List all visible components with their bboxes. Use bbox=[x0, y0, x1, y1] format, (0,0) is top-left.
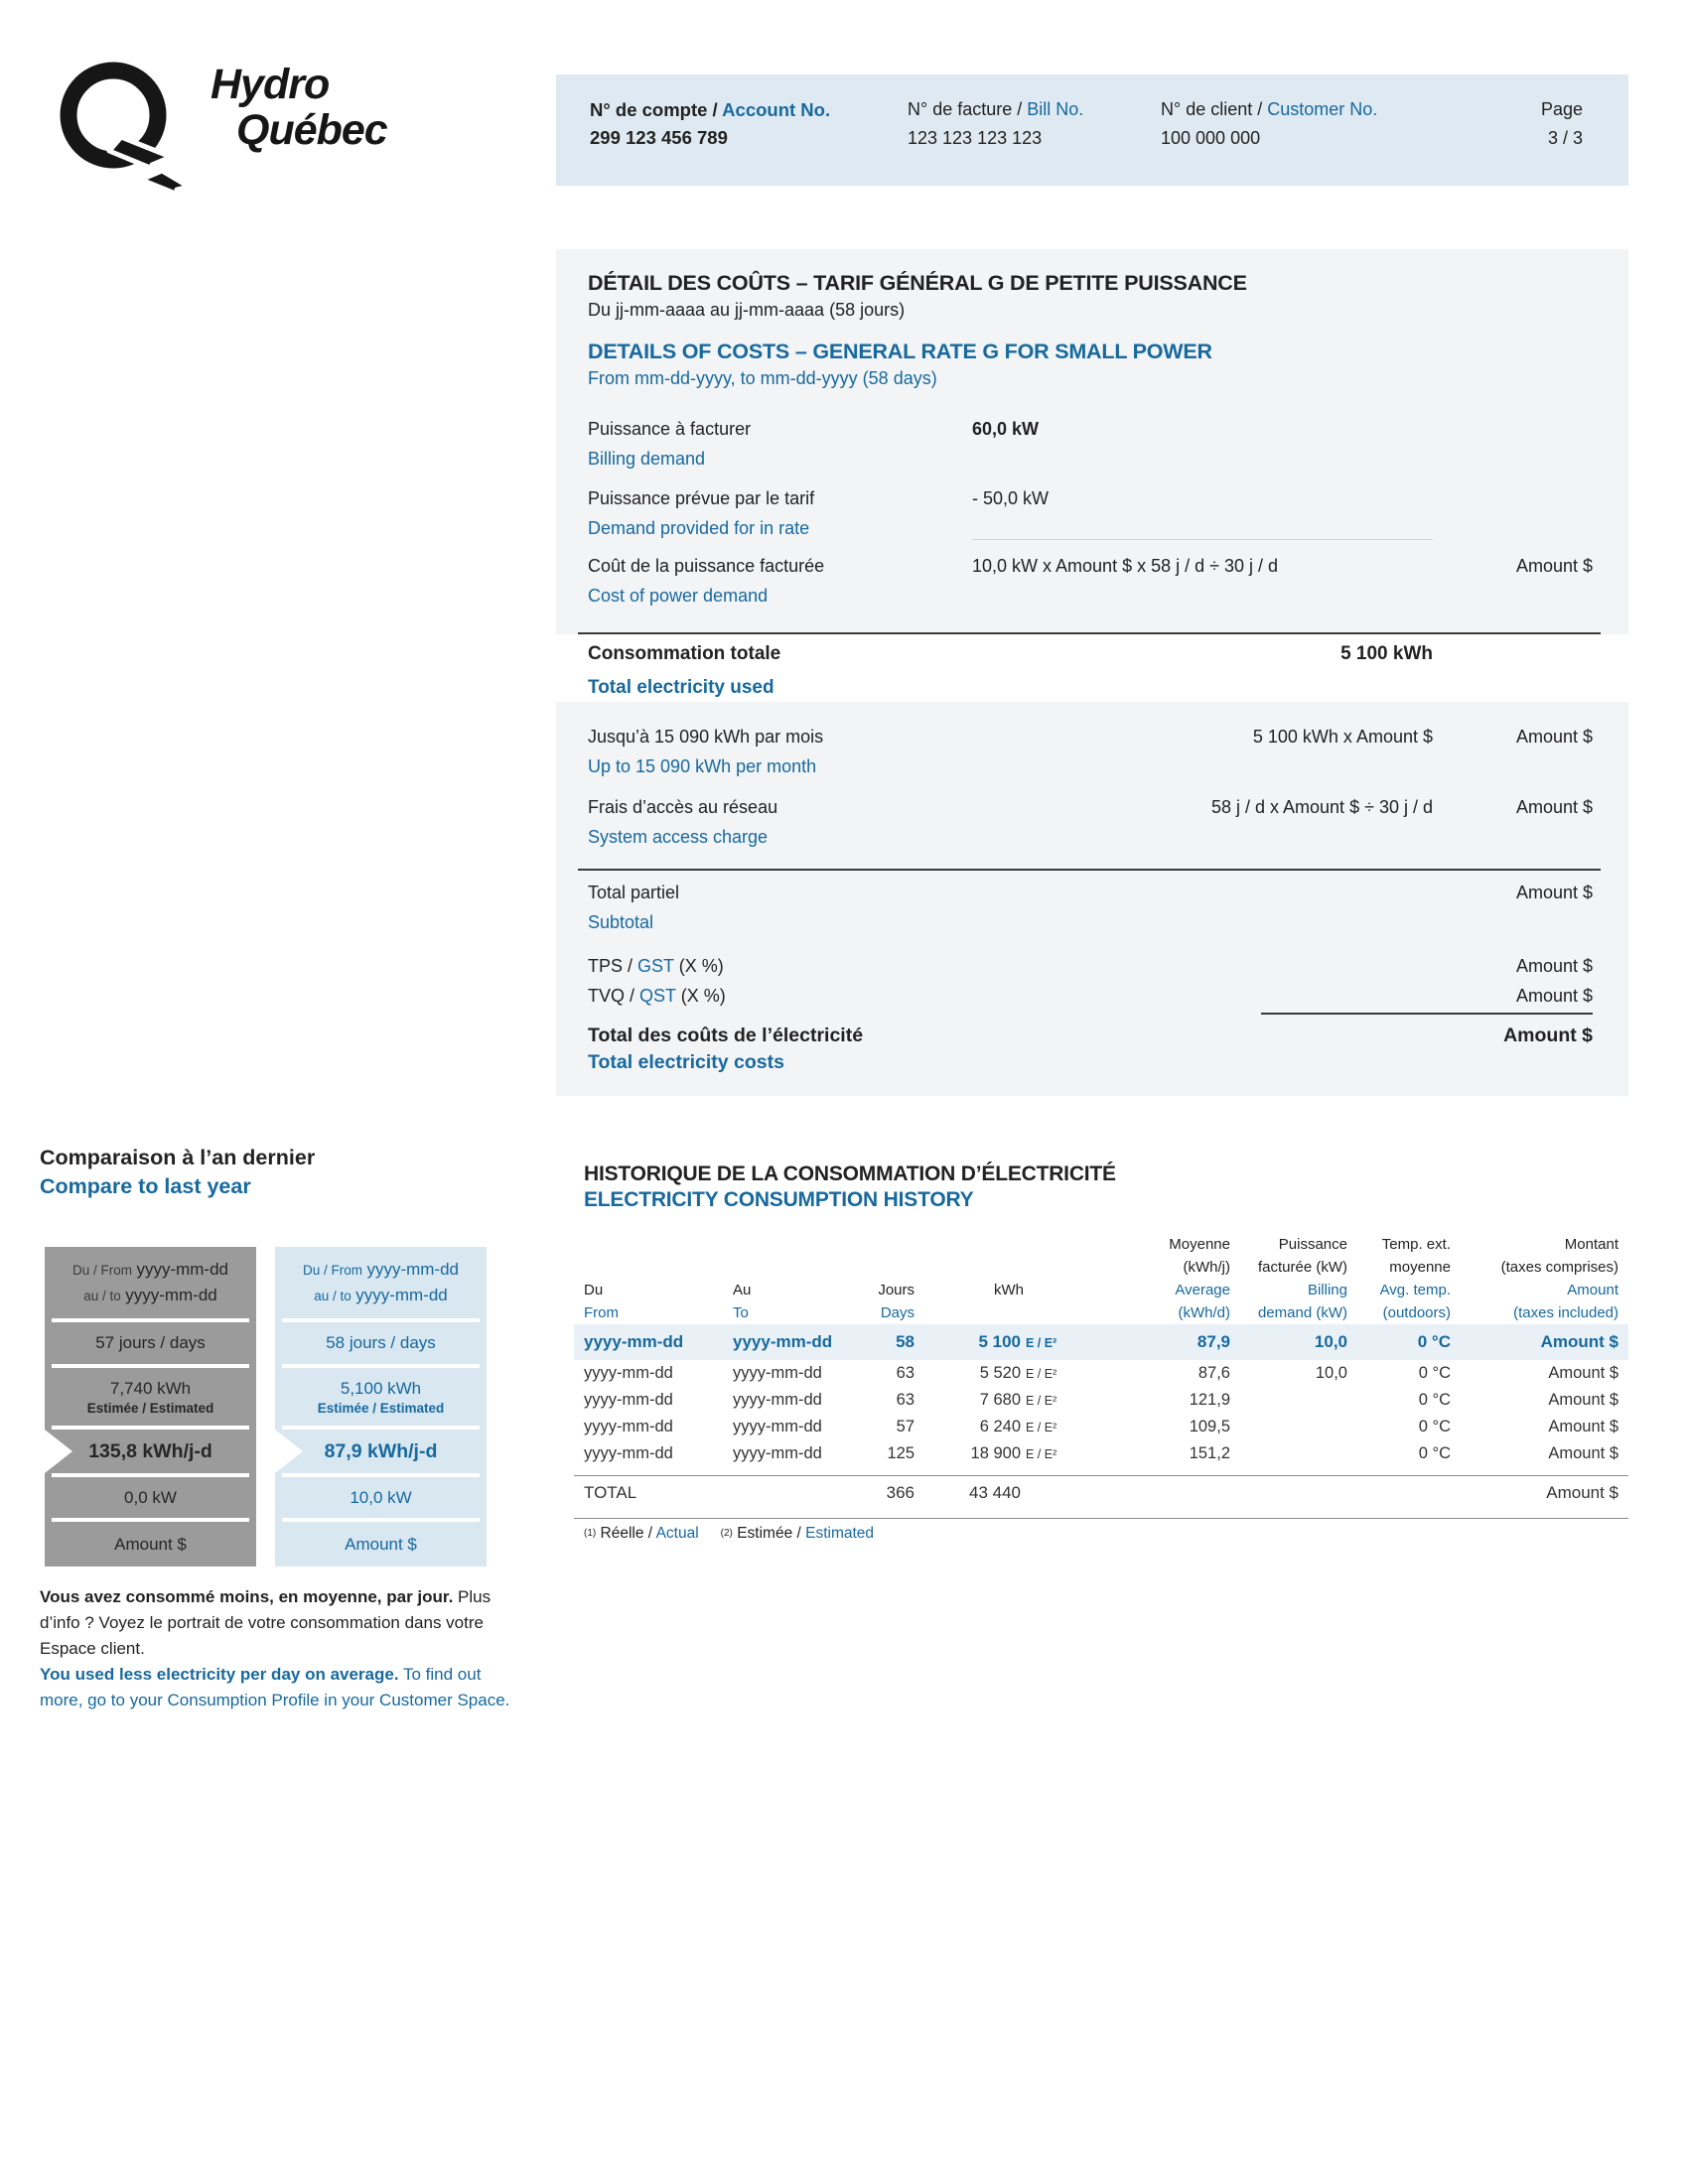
qst-amount: Amount $ bbox=[1515, 986, 1593, 1006]
cell-temp: 0 °C bbox=[1418, 1364, 1451, 1382]
col-header-days: Jours Days bbox=[878, 1282, 914, 1321]
cell-kwh: 7 680 E / E² bbox=[979, 1391, 1057, 1409]
kwh-value: 5,100 kWh bbox=[340, 1378, 422, 1398]
bill-header-band bbox=[556, 74, 1628, 186]
amount-value: Amount $ bbox=[114, 1534, 187, 1554]
col-header-avg-temp: Temp. ext. moyenne Avg. temp. (outdoors) bbox=[1379, 1236, 1451, 1321]
period-group bbox=[45, 1247, 256, 1318]
history-table bbox=[574, 1233, 1628, 1543]
cell-kwh: 5 100 E / E² bbox=[978, 1332, 1057, 1351]
cost-row-power-cost bbox=[588, 555, 1593, 608]
du-label: Du / From bbox=[302, 1263, 362, 1278]
gst-rate: (X %) bbox=[678, 956, 724, 976]
note-en bbox=[40, 1662, 514, 1713]
label-en: Up to 15 090 kWh per month bbox=[588, 756, 817, 776]
power-cost-amount: Amount $ bbox=[1515, 556, 1593, 576]
label-en: Cost of power demand bbox=[588, 586, 769, 606]
qst-label bbox=[588, 981, 972, 1011]
cell-days: 58 bbox=[896, 1332, 914, 1351]
estimated-flag: Estimée / Estimated bbox=[317, 1400, 445, 1416]
au-value: yyyy-mm-dd bbox=[125, 1286, 217, 1304]
qst-rate: (X %) bbox=[680, 986, 726, 1006]
label-en: Demand provided for in rate bbox=[588, 518, 810, 538]
total-label-en: Total electricity costs bbox=[588, 1051, 784, 1073]
cell-kwh: 18 900 E / E² bbox=[970, 1444, 1057, 1462]
cost-row-subtotal bbox=[588, 882, 1593, 934]
history-row bbox=[574, 1387, 1628, 1414]
cell-temp: 0 °C bbox=[1417, 1332, 1451, 1351]
access-formula: 58 j / d x Amount $ ÷ 30 j / d bbox=[1210, 797, 1433, 817]
history-table-header bbox=[574, 1233, 1628, 1324]
label-fr: Puissance prévue par le tarif bbox=[588, 488, 815, 508]
history-row bbox=[574, 1440, 1628, 1467]
total-label-fr: Total des coûts de l’électricité bbox=[588, 1024, 864, 1046]
cell-temp: 0 °C bbox=[1418, 1418, 1451, 1435]
cost-row-access-charge bbox=[588, 796, 1593, 849]
au-value: yyyy-mm-dd bbox=[355, 1286, 448, 1304]
row-amount bbox=[1433, 641, 1593, 702]
account-label-fr: N° de compte / bbox=[590, 99, 718, 120]
cell-average: 109,5 bbox=[1189, 1418, 1230, 1435]
tier1-formula: 5 100 kWh x Amount $ bbox=[1252, 727, 1433, 747]
history-title-en: ELECTRICITY CONSUMPTION HISTORY bbox=[584, 1188, 974, 1211]
total-consumption-band bbox=[556, 634, 1628, 702]
bill-label-fr: N° de facture / bbox=[908, 99, 1023, 119]
bill-number-block bbox=[908, 96, 1161, 186]
row-label bbox=[588, 555, 972, 608]
cell-average: 151,2 bbox=[1189, 1444, 1230, 1462]
period-group bbox=[275, 1247, 487, 1318]
customer-label-fr: N° de client / bbox=[1161, 99, 1263, 119]
total-label: TOTAL bbox=[584, 1483, 637, 1502]
gst-label-en: GST bbox=[637, 956, 674, 976]
gst-amount: Amount $ bbox=[1515, 956, 1593, 976]
note-en-bold: You used less electricity per day on average. bbox=[40, 1665, 399, 1684]
q-bolt-icon bbox=[52, 52, 220, 210]
gst-label bbox=[588, 951, 972, 981]
power-cost-formula: 10,0 kW x Amount $ x 58 j / d ÷ 30 j / d bbox=[972, 556, 1279, 576]
compare-title-en: Compare to last year bbox=[40, 1174, 251, 1198]
account-number-value: 299 123 456 789 bbox=[590, 127, 728, 148]
amount-value: Amount $ bbox=[345, 1534, 417, 1554]
consumption-label-fr: Consommation totale bbox=[588, 643, 781, 664]
cell-to: yyyy-mm-dd bbox=[733, 1418, 822, 1435]
row-label bbox=[588, 1023, 1433, 1076]
account-number-block bbox=[590, 96, 908, 186]
row-label bbox=[588, 487, 972, 540]
cell-average: 87,9 bbox=[1196, 1332, 1230, 1351]
du-value: yyyy-mm-dd bbox=[366, 1260, 460, 1279]
cell-from: yyyy-mm-dd bbox=[584, 1332, 684, 1351]
total-amount: Amount $ bbox=[1546, 1483, 1618, 1502]
note-en-rest: To find out more, go to your Consumption Profile in your Customer Space. bbox=[40, 1665, 510, 1709]
cell-amount: Amount $ bbox=[1540, 1332, 1618, 1351]
footnote-fr-1: Réelle / bbox=[600, 1525, 653, 1542]
col-header-kwh: kWh bbox=[994, 1282, 1024, 1298]
subtotal-amount: Amount $ bbox=[1515, 883, 1593, 902]
row-label bbox=[588, 726, 972, 778]
customer-number-block bbox=[1161, 96, 1469, 186]
history-footnote bbox=[574, 1519, 1628, 1543]
label-fr: Total partiel bbox=[588, 883, 680, 902]
row-amount bbox=[1433, 487, 1593, 540]
cell-from: yyyy-mm-dd bbox=[584, 1391, 673, 1409]
costs-period-en: From mm-dd-yyyy, to mm-dd-yyyy (58 days) bbox=[588, 368, 937, 388]
hydro-quebec-logo bbox=[52, 52, 409, 191]
row-label bbox=[588, 882, 972, 934]
daily-average-value: 135,8 kWh/j-d bbox=[88, 1439, 212, 1462]
cell-average: 87,6 bbox=[1197, 1364, 1230, 1382]
account-label-en: Account No. bbox=[722, 99, 831, 120]
cell-amount: Amount $ bbox=[1548, 1444, 1618, 1462]
history-row bbox=[574, 1414, 1628, 1440]
arrow-notch-icon bbox=[45, 1430, 72, 1473]
estimated-flag: Estimée / Estimated bbox=[86, 1400, 214, 1416]
customer-number-label bbox=[1161, 96, 1469, 123]
rate-demand-value: - 50,0 kW bbox=[972, 487, 1433, 540]
au-label: au / to bbox=[83, 1289, 121, 1303]
cell-amount: Amount $ bbox=[1548, 1391, 1618, 1409]
costs-title-en: DETAILS OF COSTS – GENERAL RATE G FOR SMALL POWER bbox=[588, 340, 1212, 363]
label-en: Subtotal bbox=[588, 912, 654, 932]
footnote-en-2: Estimated bbox=[805, 1525, 875, 1542]
label-en: System access charge bbox=[588, 827, 769, 847]
cell-demand: 10,0 bbox=[1315, 1364, 1347, 1382]
last-year-card bbox=[45, 1247, 256, 1567]
cell-from: yyyy-mm-dd bbox=[584, 1364, 673, 1382]
this-year-card bbox=[275, 1247, 487, 1567]
history-row-current bbox=[574, 1324, 1628, 1360]
cell-temp: 0 °C bbox=[1418, 1444, 1451, 1462]
cell-temp: 0 °C bbox=[1418, 1391, 1451, 1409]
footnote-en-1: Actual bbox=[655, 1525, 699, 1542]
days-value: 58 jours / days bbox=[326, 1333, 436, 1352]
qst-label-fr: TVQ / bbox=[588, 986, 635, 1006]
cell-demand: 10,0 bbox=[1314, 1332, 1347, 1351]
cell-kwh: 6 240 E / E² bbox=[979, 1418, 1057, 1435]
arrow-notch-icon bbox=[275, 1430, 303, 1473]
qst-label-en: QST bbox=[639, 986, 676, 1006]
col-header-from: Du From bbox=[584, 1282, 619, 1321]
cell-demand bbox=[1230, 1414, 1347, 1441]
cell-to: yyyy-mm-dd bbox=[733, 1444, 822, 1462]
total-rule bbox=[1261, 1013, 1593, 1015]
note-fr bbox=[40, 1584, 514, 1662]
du-label: Du / From bbox=[71, 1263, 132, 1278]
cell-from: yyyy-mm-dd bbox=[584, 1444, 673, 1462]
consumption-value: 5 100 kWh bbox=[1340, 643, 1433, 664]
label-fr: Puissance à facturer bbox=[588, 419, 752, 439]
tier1-amount: Amount $ bbox=[1515, 727, 1593, 747]
du-value: yyyy-mm-dd bbox=[136, 1260, 229, 1279]
col-header-average: Moyenne (kWh/j) Average (kWh/d) bbox=[1169, 1236, 1230, 1321]
cell-to: yyyy-mm-dd bbox=[733, 1391, 822, 1409]
cell-to: yyyy-mm-dd bbox=[733, 1332, 833, 1351]
col-header-amount: Montant (taxes comprises) Amount (taxes included) bbox=[1500, 1236, 1618, 1321]
cost-row-gst bbox=[588, 951, 1593, 981]
col-header-to: Au To bbox=[733, 1282, 752, 1321]
days-value: 57 jours / days bbox=[95, 1333, 206, 1352]
logo-line1: Hydro bbox=[211, 61, 330, 108]
cost-row-billing-demand bbox=[588, 418, 1593, 471]
total-kwh: 43 440 bbox=[969, 1483, 1021, 1502]
page-indicator bbox=[1469, 96, 1607, 186]
cell-amount: Amount $ bbox=[1548, 1364, 1618, 1382]
cell-kwh: 5 520 E / E² bbox=[979, 1364, 1057, 1382]
history-title-fr: HISTORIQUE DE LA CONSOMMATION D’ÉLECTRICITÉ bbox=[584, 1162, 1116, 1185]
history-row bbox=[574, 1360, 1628, 1387]
cell-amount: Amount $ bbox=[1548, 1418, 1618, 1435]
page-value: 3 / 3 bbox=[1547, 128, 1583, 148]
total-days: 366 bbox=[886, 1483, 914, 1502]
billing-demand-value: 60,0 kW bbox=[972, 419, 1040, 439]
cell-days: 63 bbox=[896, 1364, 914, 1382]
bill-number-label bbox=[908, 96, 1161, 123]
row-amount bbox=[1433, 418, 1593, 471]
cell-days: 63 bbox=[896, 1391, 914, 1409]
cell-days: 125 bbox=[887, 1444, 914, 1462]
kw-value: 10,0 kW bbox=[350, 1487, 412, 1507]
cost-row-total bbox=[588, 1023, 1593, 1076]
note-fr-bold: Vous avez consommé moins, en moyenne, par jour. bbox=[40, 1587, 454, 1606]
bill-label-en: Bill No. bbox=[1027, 99, 1084, 119]
bill-number-value: 123 123 123 123 bbox=[908, 128, 1043, 148]
consumption-label-en: Total electricity used bbox=[588, 677, 774, 698]
footnote-mark-2: (2) bbox=[720, 1528, 733, 1539]
cell-average: 121,9 bbox=[1189, 1391, 1230, 1409]
row-label bbox=[588, 418, 972, 471]
au-label: au / to bbox=[314, 1289, 352, 1303]
customer-label-en: Customer No. bbox=[1267, 99, 1378, 119]
comparison-cards bbox=[45, 1247, 487, 1567]
daily-average-value: 87,9 kWh/j-d bbox=[324, 1439, 438, 1462]
cost-row-qst bbox=[588, 981, 1593, 1011]
cell-to: yyyy-mm-dd bbox=[733, 1364, 822, 1382]
logo-line2: Québec bbox=[236, 106, 387, 154]
consumption-note bbox=[40, 1584, 514, 1713]
costs-period-fr: Du jj-mm-aaaa au jj-mm-aaaa (58 jours) bbox=[588, 300, 906, 320]
customer-number-value: 100 000 000 bbox=[1161, 128, 1261, 148]
costs-title-fr: DÉTAIL DES COÛTS – TARIF GÉNÉRAL G DE PETITE PUISSANCE bbox=[588, 271, 1247, 295]
kwh-value: 7,740 kWh bbox=[109, 1378, 192, 1398]
cell-from: yyyy-mm-dd bbox=[584, 1418, 673, 1435]
label-fr: Frais d’accès au réseau bbox=[588, 797, 778, 817]
compare-title-fr: Comparaison à l’an dernier bbox=[40, 1146, 316, 1169]
history-total-row bbox=[574, 1476, 1628, 1510]
label-fr: Coût de la puissance facturée bbox=[588, 556, 825, 576]
access-amount: Amount $ bbox=[1515, 797, 1593, 817]
note-fr-rest: Plus d’info ? Voyez le portrait de votre consommation dans votre Espace client. bbox=[40, 1587, 492, 1658]
separator-rule bbox=[578, 869, 1601, 871]
compare-section-title bbox=[40, 1144, 516, 1201]
consumption-history-section bbox=[574, 1161, 1628, 1543]
label-en: Billing demand bbox=[588, 449, 706, 469]
kw-value: 0,0 kW bbox=[124, 1487, 177, 1507]
row-label bbox=[588, 641, 972, 702]
footnote-mark-1: (1) bbox=[584, 1528, 597, 1539]
cell-demand bbox=[1230, 1440, 1347, 1468]
page-label: Page bbox=[1540, 99, 1583, 119]
cost-row-tier1 bbox=[588, 726, 1593, 778]
gst-label-fr: TPS / bbox=[588, 956, 633, 976]
logo-wordmark bbox=[211, 62, 387, 153]
cost-row-rate-demand bbox=[588, 487, 1593, 549]
account-number-label bbox=[590, 96, 908, 123]
col-header-billing-demand: Puissance facturée (kW) Billing demand (kW) bbox=[1257, 1236, 1347, 1321]
row-label bbox=[588, 796, 972, 849]
total-amount: Amount $ bbox=[1503, 1024, 1593, 1046]
label-fr: Jusqu’à 15 090 kWh par mois bbox=[588, 727, 824, 747]
costs-detail-panel bbox=[556, 249, 1628, 1096]
footnote-fr-2: Estimée / bbox=[737, 1525, 801, 1542]
cell-demand bbox=[1230, 1387, 1347, 1415]
cell-days: 57 bbox=[896, 1418, 914, 1435]
